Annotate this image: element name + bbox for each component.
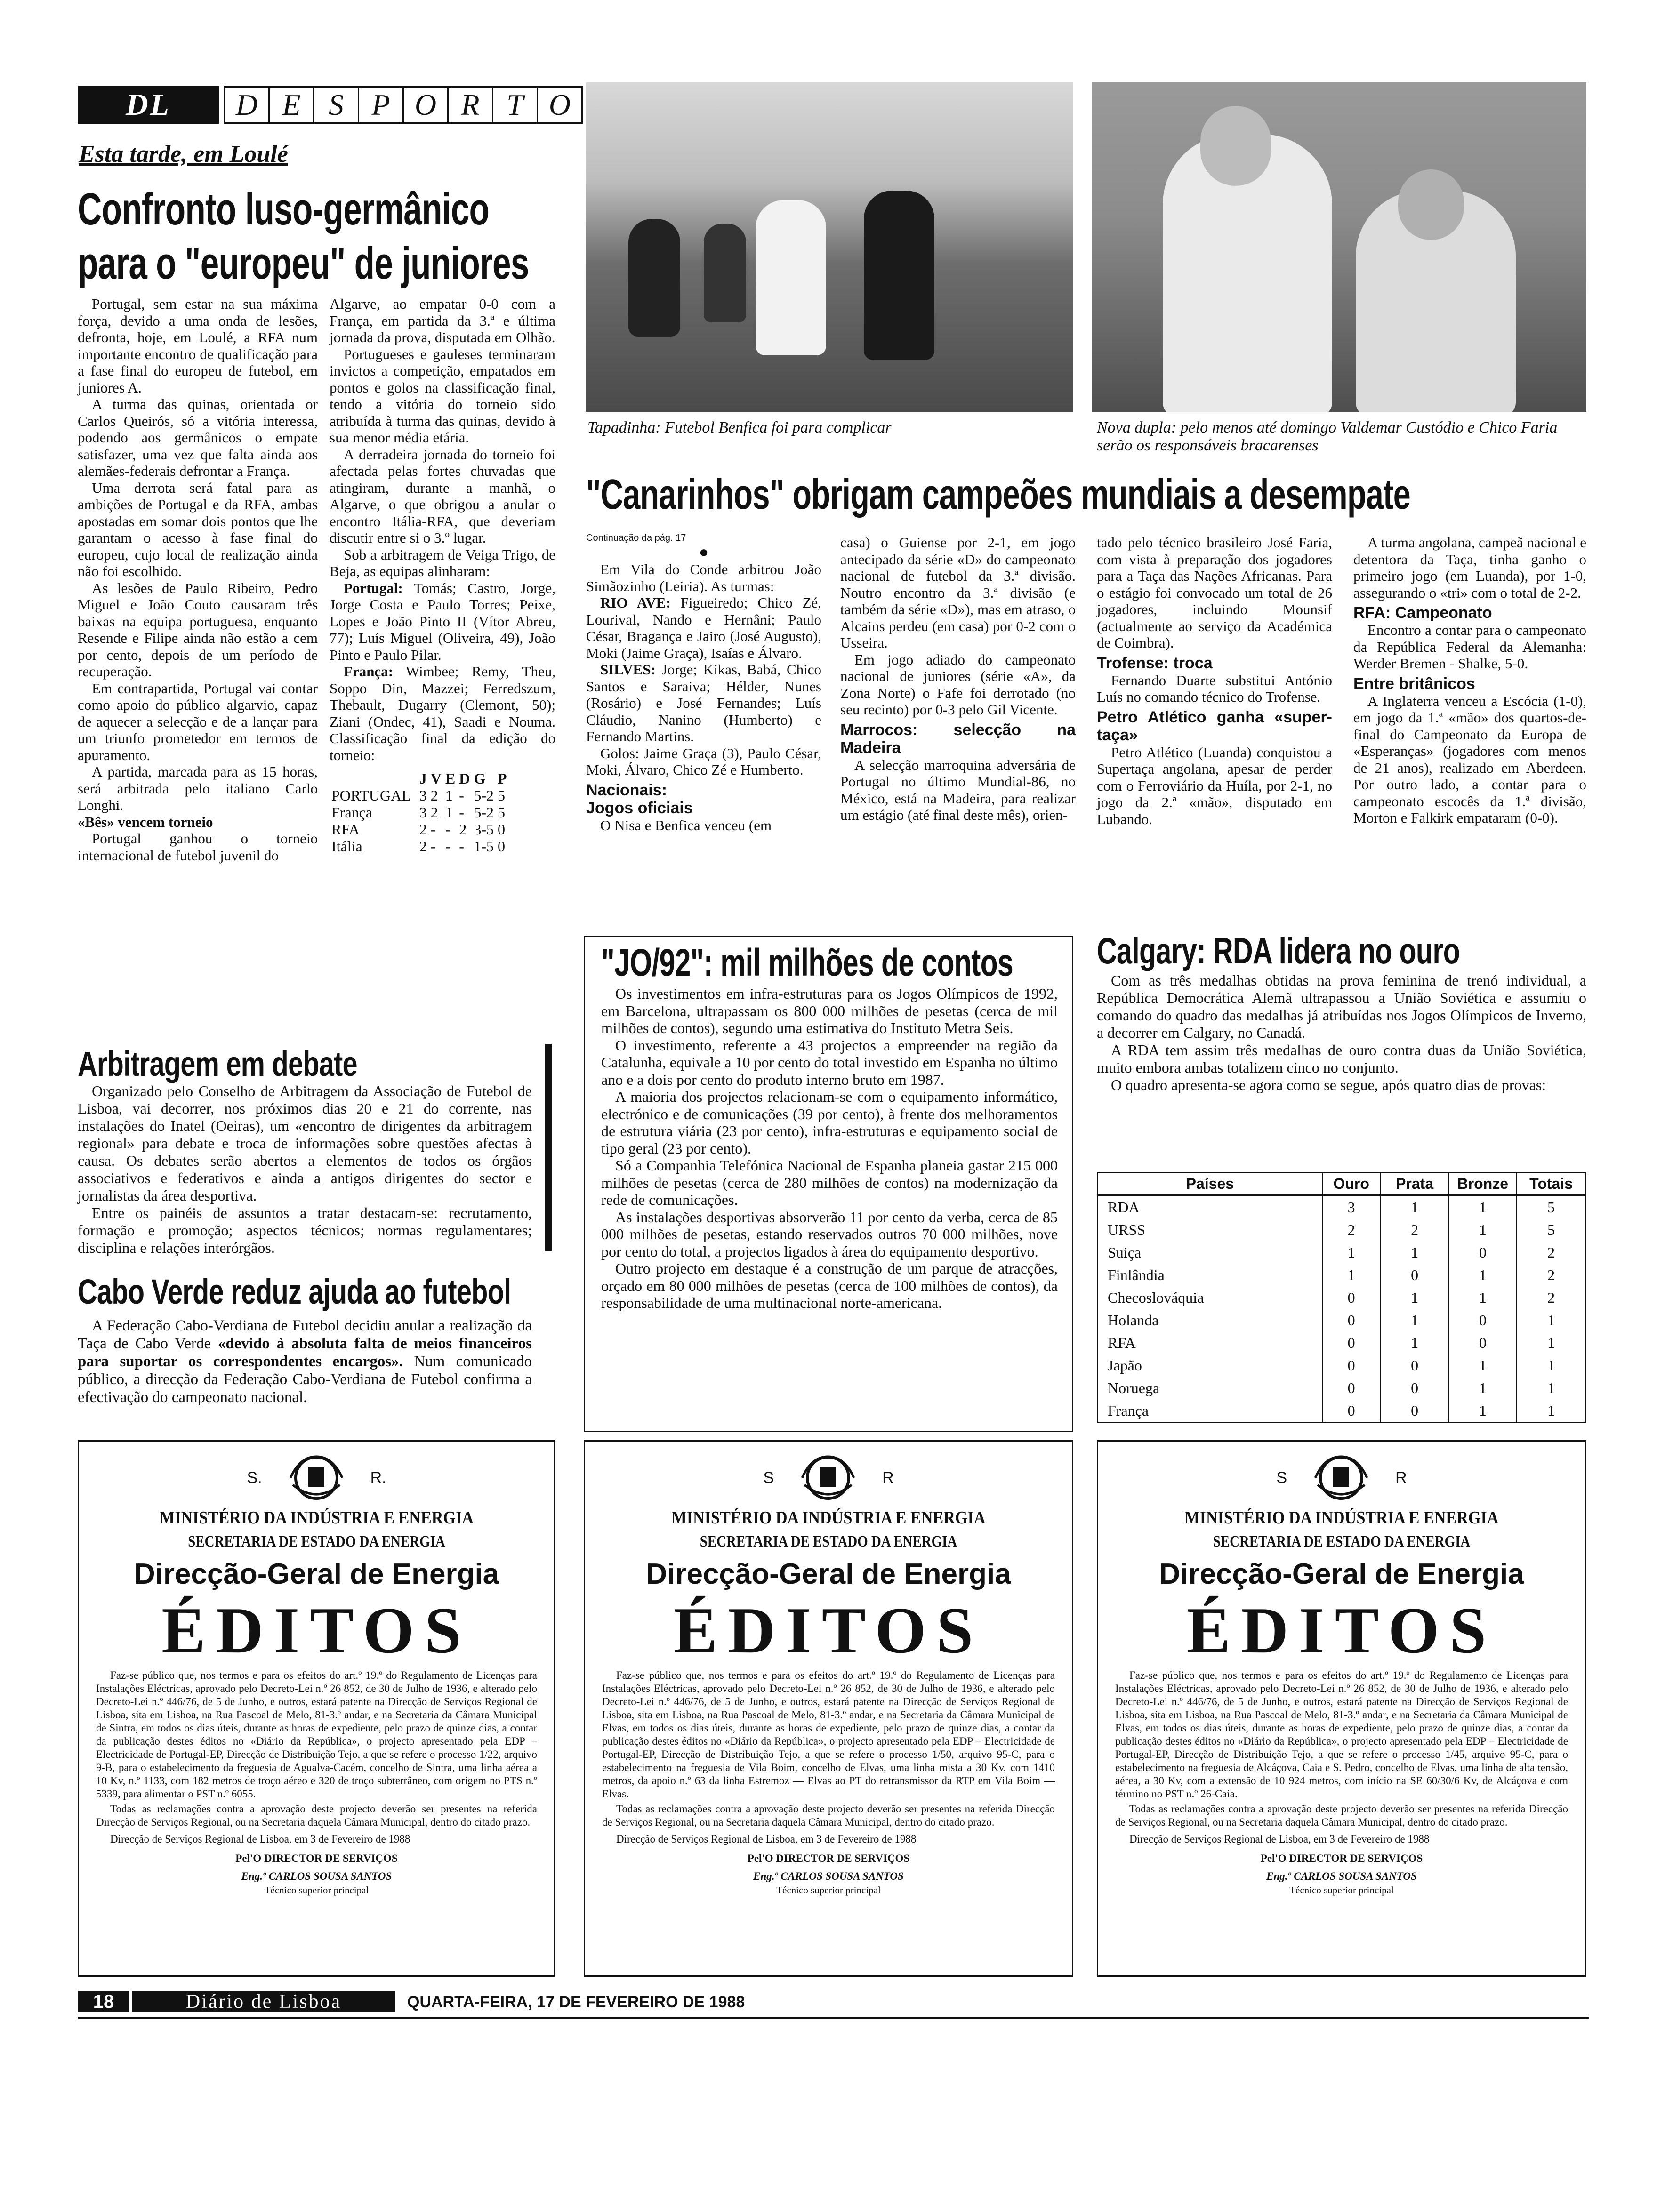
medals-row [1098, 1286, 1585, 1309]
medals-cell: 2 [1517, 1241, 1585, 1264]
paragraph: A maioria dos projectos relacionam-se com o equipamento informático, electrónico e de comunicações (39 por cento), à frente dos melhoramentos de estrutura viária (23 por cento), infra-estruturas e equipamento social de tipo geral (23 por cento). [601, 1088, 1058, 1157]
medals-cell: 0 [1322, 1309, 1381, 1331]
standings-row [330, 838, 509, 855]
directorate-name: Direcção-Geral de Energia [134, 1558, 499, 1590]
signatory-title: Técnico superior principal [1289, 1884, 1394, 1896]
coat-of-arms-row [79, 1452, 554, 1504]
subhead: RFA: Campeonato [1353, 604, 1492, 622]
medals-cell: 1 [1517, 1331, 1585, 1354]
secretaria-name: SECRETARIA DE ESTADO DA ENERGIA [188, 1533, 445, 1550]
standings-row [330, 821, 509, 838]
sr-r: R. [370, 1468, 386, 1487]
standings-col: J [419, 770, 427, 787]
standings-cell: 0 [497, 821, 505, 838]
medals-cell: 1 [1517, 1309, 1585, 1331]
medals-cell: 0 [1381, 1264, 1449, 1286]
quote: «devido à absoluta falta de meios financeiros para suportar os correspondentes encargos». [78, 1335, 532, 1370]
caboverde-headline: Cabo Verde reduz ajuda ao futebol [78, 1272, 511, 1311]
jo92-body [601, 985, 1058, 1312]
medals-cell: Japão [1108, 1356, 1142, 1374]
lead-column-2 [330, 296, 555, 855]
paragraph: A partida, marcada para as 15 horas, será arbitrada pelo italiano Carlo Longhi. [78, 763, 318, 813]
section-letter: E [268, 86, 314, 124]
standings-header [330, 770, 509, 787]
standings-table [330, 770, 509, 855]
paragraph: O quadro apresenta-se agora como se segue, após quatro dias de provas: [1111, 1076, 1546, 1093]
photo-figure [628, 219, 680, 337]
paragraph: A derradeira jornada do torneio foi afectada pelas fortes chuvadas que atingiram, durante a manhã, o Algarve, o que obrigou a anular o encontro Itália-RFA, que deveriam discutir entre si o 3.º lugar. [330, 446, 555, 546]
sr-r: R [882, 1468, 894, 1487]
photo-figure [1398, 169, 1464, 240]
medals-cell: 3 [1322, 1195, 1381, 1219]
paragraph: A turma das quinas, orientada or Carlos Queirós, só a vitória interessa, podendo aos germânicos o empate satisfazer, uma vez que falta ainda aos alemães-federais defrontar a França. [78, 396, 318, 479]
notice-date: Direcção de Serviços Regional de Lisboa, em 3 de Fevereiro de 1988 [110, 1833, 410, 1845]
text: A Federação Cabo-Verdiana de Futebol decidiu anular a realização da Taça de Cabo Verde [78, 1317, 532, 1352]
medals-header [1098, 1173, 1585, 1195]
arbitragem-headline: Arbitragem em debate [78, 1044, 357, 1083]
section-letter: T [492, 86, 538, 124]
footer-rule [78, 2017, 1589, 2019]
subhead: Marrocos: selecção na Madeira [840, 721, 1076, 757]
subhead: Nacionais: [586, 781, 667, 799]
sr-s: S [763, 1468, 774, 1487]
paragraph: Encontro a contar para o campeonato da República Federal da Alemanha: Werder Bremen - Shalke, 5-0. [1353, 622, 1586, 672]
jo92-box [584, 936, 1073, 1432]
paragraph: Fernando Duarte substitui António Luís no comando técnico do Trofense. [1097, 672, 1332, 705]
medals-row [1098, 1195, 1585, 1219]
paragraph: Portugueses e gauleses terminaram invictos a competição, empatados em pontos e golos na classificação final, tendo a vitória do torneio sido atribuída à turma das quinas, devido à sua menor média etária. [330, 345, 555, 446]
standings-cell: 1-5 [474, 838, 494, 855]
medals-row [1098, 1399, 1585, 1422]
photo-caption: Nova dupla: pelo menos até domingo Valdemar Custódio e Chico Faria serão os responsáveis bracarenses [1097, 419, 1558, 454]
lead-headline-1: Confronto luso-germânico [78, 184, 490, 234]
arbitragem-body [78, 1082, 532, 1257]
medals-col: Totais [1517, 1173, 1585, 1195]
canarinhos-headline: "Canarinhos" obrigam campeões mundiais a desempate [586, 471, 1410, 518]
sr-s: S. [247, 1468, 262, 1487]
paragraph: Em Vila do Conde arbitrou João Simãozinho (Leiria). As turmas: [586, 561, 821, 594]
medals-cell: 0 [1448, 1241, 1517, 1264]
standings-col: G [474, 770, 486, 787]
canarinhos-column-2 [840, 534, 1076, 824]
section-logo: DL [78, 86, 219, 124]
editos-body [1098, 1669, 1585, 1846]
continuation-note: Continuação da pág. 17 [586, 533, 686, 543]
medals-col: Países [1098, 1173, 1322, 1195]
photo-figure [756, 200, 826, 355]
paragraph: Faz-se público que, nos termos e para os efeitos do art.º 19.º do Regulamento de Licenças para Instalações Eléctricas, aprovado pelo Decreto-Lei n.º 26 852, de 30 de Julho de 1936, e alterado pelo Decreto-Lei n.º 446/76, de 5 de Junho, e outros, estará patente na Direcção de Serviços Regional de Lisboa, sita em Lisboa, na Rua Pascoal de Melo, 81-3.º andar, e na Secretaria da Câmara Municipal de Elvas, em todos os dias úteis, durante as horas de expediente, pelo prazo de quinze dias, a contar da publicação destes éditos no «Diário da República», o projecto apresentado pela EDP – Electricidade de Portugal-EP, Direcção de Distribuição Tejo, a que se refere o processo 1/45, arquivo 95-C, para o estabelecimento na freguesia de Alcáçova, Caia e S. Pedro, concelho de Elvas, uma linha de alta tensão, aérea, a 30 Kv, com a extensão de 10 924 metros, com início na SE 60/30/6 Kv, de Alcáçova e com término no PST n.º 26-Caia. [1115, 1669, 1568, 1800]
standings-cell: 2 [430, 787, 438, 804]
lead-column-1 [78, 296, 318, 864]
medals-cell: 2 [1381, 1218, 1449, 1241]
section-letter: S [313, 86, 359, 124]
footer [78, 1991, 1589, 2012]
medals-cell: 1 [1381, 1195, 1449, 1219]
paragraph: Portugal ganhou o torneio internacional de futebol juvenil do [78, 830, 318, 864]
canarinhos-column-1 [586, 532, 821, 834]
standings-cell: 5 [497, 804, 505, 821]
paragraph: Só a Companhia Telefónica Nacional de Espanha planeia gastar 215 000 milhões de pesetas (cerca de 280 milhões de contos) na modernização da rede de comunicações. [601, 1157, 1058, 1208]
medals-cell: 0 [1448, 1331, 1517, 1354]
medals-cell: 1 [1381, 1309, 1449, 1331]
medals-cell: 0 [1322, 1354, 1381, 1377]
medals-table-box [1097, 1172, 1586, 1423]
editos-body [585, 1669, 1072, 1846]
medals-row [1098, 1331, 1585, 1354]
medals-cell: 0 [1322, 1286, 1381, 1309]
medals-cell: França [1108, 1402, 1149, 1419]
standings-row [330, 804, 509, 821]
standings-cell: 2 [419, 838, 427, 855]
editos-notice [584, 1440, 1073, 1977]
secretaria-name: SECRETARIA DE ESTADO DA ENERGIA [1213, 1533, 1471, 1550]
paragraph: Petro Atlético (Luanda) conquistou a Supertaça angolana, apesar de perder com o Ferroviário da Huíla, por 2-1, no jogo da 2.ª «mão», disputado em Lubando. [1097, 744, 1332, 827]
standings-cell: - [430, 821, 436, 838]
medals-cell: 0 [1381, 1399, 1449, 1422]
lead-kicker: Esta tarde, em Loulé [79, 141, 288, 168]
signatory-name: Eng.º CARLOS SOUSA SANTOS [753, 1870, 904, 1882]
standings-col: V [430, 770, 442, 787]
subhead: «Bês» vencem torneio [78, 813, 213, 830]
standings-cell: - [445, 821, 450, 838]
paragraph: As instalações desportivas absorverão 11 por cento da verba, cerca de 85 000 milhões de pesetas, estando reservados outros 70 000 milhões, nove por cento do total, a projectos ligados à área do equipamento desportivo. [601, 1208, 1058, 1260]
paragraph: Faz-se público que, nos termos e para os efeitos do art.º 19.º do Regulamento de Licenças para Instalações Eléctricas, aprovado pelo Decreto-Lei n.º 26 852, de 30 de Julho de 1936, e alterado pelo Decreto-Lei n.º 446/76, de 5 de Junho, e outros, estará patente na Direcção de Serviços Regional de Lisboa, sita em Lisboa, na Rua Pascoal de Melo, 81-3.º andar, e na Secretaria da Câmara Municipal de Elvas, em todos os dias úteis, durante as horas de expediente, pelo prazo de quinze dias, a contar da publicação destes éditos no «Diário da República», o projecto apresentado pela EDP – Electricidade de Portugal-EP, Direcção de Distribuição Tejo, a que se refere o processo 1/50, arquivo 95-C, para o estabelecimento na freguesia de Vila Boim, concelho de Elvas, uma linha mista a 30 Kv, com 1410 metros, da apoio n.º 63 da linha Estremoz — Elvas ao PT do retransmissor da RTP em Vila Boim — Elvas. [602, 1669, 1055, 1800]
standings-cell: RFA [331, 821, 360, 838]
medals-row [1098, 1241, 1585, 1264]
notice-date: Direcção de Serviços Regional de Lisboa, em 3 de Fevereiro de 1988 [616, 1833, 917, 1845]
coat-of-arms-row [1098, 1452, 1585, 1504]
issue-date: QUARTA-FEIRA, 17 DE FEVEREIRO DE 1988 [407, 1993, 745, 2011]
medals-row [1098, 1309, 1585, 1331]
page-number: 18 [78, 1991, 129, 2012]
photo-figure [864, 191, 934, 360]
paragraph: tado pelo técnico brasileiro José Faria, com vista à preparação dos jogadores para a Taça das Nações Africanas. Para o estágio foi convocado um total de 26 jogadores, incluindo Mounsif (actualmente ao serviço da Académica de Coimbra). [1097, 534, 1332, 651]
section-letter: O [537, 86, 583, 124]
medals-cell: 0 [1322, 1399, 1381, 1422]
paragraph: casa) o Guiense por 2-1, em jogo antecipado da série «D» do campeonato nacional de futebol da 3.ª divisão. Noutro encontro da 3.ª divisão (e também da série «D»), mas em atraso, o Alcains perdeu (em casa) por 0-2 com o Usseira. [840, 534, 1076, 651]
coat-of-arms-row [585, 1452, 1072, 1504]
editos-notice [1097, 1440, 1586, 1977]
standings-cell: França [331, 804, 373, 821]
paragraph: Faz-se público que, nos termos e para os efeitos do art.º 19.º do Regulamento de Licenças para Instalações Eléctricas, aprovado pelo Decreto-Lei n.º 26 852, de 30 de Julho de 1936, e alterado pelo Decreto-Lei n.º 446/76, de 5 de Junho, e outros, estará patente na Direcção de Serviços Regional de Lisboa, sita em Lisboa, na Rua Pascoal de Melo, 81-3.º andar, e na Secretaria da Câmara Municipal de Sintra, em todos os dias úteis, durante as horas de expediente, pelo prazo de quinze dias, a contar da publicação destes éditos no «Diário da República», o projecto apresentado pela EDP – Electricidade de Portugal-EP, Direcção de Distribuição Tejo, a que se refere o processo 1/22, arquivo 9-B, para o estabelecimento da freguesia de Agualva-Cacém, concelho de Sintra, uma linha aérea a 10 Kv, n.º 1133, com 182 metros de troço aéreo e 320 de troço subterrâneo, com origem no PTS n.º 5339, para alimentar o PST n.º 6055. [96, 1669, 537, 1800]
paragraph: As lesões de Paulo Ribeiro, Pedro Miguel e João Couto causaram três baixas na equipa portuguesa, enquanto Resende e Filipe ainda não estão a cem por cento, depois de um período de recuperação. [78, 579, 318, 680]
paragraph: Com as três medalhas obtidas na prova feminina de trenó individual, a República Democrática Alemã ultrapassou a União Soviética e assumiu o comando do quadro das medalhas já atribuídas nos Jogos Olímpicos de Inverno, a decorrer em Calgary, no Canadá. [1097, 972, 1586, 1041]
medals-cell: 2 [1322, 1218, 1381, 1241]
calgary-body [1097, 972, 1586, 1094]
subhead: Petro Atlético ganha «super-taça» [1097, 708, 1332, 744]
sr-r: R [1395, 1468, 1407, 1487]
editos-notice [78, 1440, 555, 1977]
lineup-rioave [586, 594, 821, 661]
lineup-franca [330, 663, 555, 763]
paragraph: Entre os painéis de assuntos a tratar destacam-se: recrutamento, formação e promoção; aspectos técnicos; normas regulamentares; disciplina e relações interórgãos. [78, 1204, 532, 1256]
medals-cell: 0 [1322, 1331, 1381, 1354]
medals-cell: Noruega [1108, 1379, 1160, 1396]
photo-bracarenses [1092, 82, 1586, 412]
ministry-name: MINISTÉRIO DA INDÚSTRIA E ENERGIA [671, 1508, 986, 1528]
medals-cell: 1 [1448, 1354, 1517, 1377]
medals-cell: 1 [1448, 1377, 1517, 1399]
paragraph: Todas as reclamações contra a aprovação deste projecto deverão ser presentes na referida Direcção de Serviços Regional, ou na Secretaria daquela Câmara Municipal, dentro do citado prazo. [96, 1803, 537, 1828]
paragraph: Organizado pelo Conselho de Arbitragem da Associação de Futebol de Lisboa, vai decorrer, nos próximos dias 20 e 21 do corrente, nas instalações do Inatel (Oeiras), um «encontro de dirigentes da arbitragem regional» para debate e troca de informações sobre questões afectas à causa. Os debates serão abertos a elementos de todos os órgãos associativos e federativos e ainda a antigos dirigentes do sector e jornalistas da área desportiva. [78, 1082, 532, 1204]
section-letter: D [224, 86, 270, 124]
signoff: Pel'O DIRECTOR DE SERVIÇOS [235, 1852, 398, 1864]
medals-cell: URSS [1108, 1221, 1146, 1238]
standings-cell: 3-5 [474, 821, 494, 838]
standings-cell: 2 [459, 821, 467, 838]
standings-col: D [459, 770, 470, 787]
paragraph: Uma derrota será fatal para as ambições de Portugal e da RFA, ambas apostadas em somar dois pontos que lhe garantam o acesso à fase final do europeu, cujo local de realização ainda não foi escolhido. [78, 479, 318, 579]
calgary-headline: Calgary: RDA lidera no ouro [1097, 930, 1460, 971]
paragraph: Outro projecto em destaque é a construção de um parque de atracções, orçado em 80 000 milhões de pesetas (cerca de 100 milhões de contos), da responsabilidade de uma multinacional norte-americana. [601, 1260, 1058, 1311]
medals-row [1098, 1264, 1585, 1286]
medals-cell: RFA [1108, 1334, 1136, 1351]
lineup-text: Jorge; Kikas, Babá, Chico Santos e Saraiva; Hélder, Nunes (Rosário) e José Fernandes; Luís Cláudio, Nanino (Humberto) e Fernando Martins. [586, 661, 821, 745]
signatory-title: Técnico superior principal [264, 1884, 369, 1896]
editos-title: ÉDITOS [673, 1594, 984, 1667]
lineup-portugal [330, 580, 555, 664]
lineup-text: Wimbee; Remy, Theu, Soppo Din, Mazzei; Ferredszum, Thebault, Dugarry (Clemont, 50); Ziani (Ondec, 41), Saadi e Nouma. Classificação final da edição do torneio: [330, 663, 555, 763]
ministry-name: MINISTÉRIO DA INDÚSTRIA E ENERGIA [159, 1508, 474, 1528]
paragraph: Algarve, ao empatar 0-0 com a França, em partida da 3.ª e última jornada da prova, disputada em Olhão. [330, 296, 555, 345]
standings-cell: 3 [419, 787, 427, 804]
paragraph: Em contrapartida, Portugal vai contar como apoio do público algarvio, capaz de aquecer a selecção e de a lançar para um triunfo prometedor em termos de apuramento. [78, 680, 318, 763]
medals-cell: 1 [1517, 1399, 1585, 1422]
medals-cell: 1 [1448, 1264, 1517, 1286]
canarinhos-column-3 [1097, 534, 1332, 827]
medals-cell: 1 [1448, 1286, 1517, 1309]
signatory-name: Eng.º CARLOS SOUSA SANTOS [241, 1870, 392, 1882]
medals-table [1098, 1173, 1585, 1422]
lineup-silves [586, 661, 821, 745]
medals-cell: 0 [1448, 1309, 1517, 1331]
lineup-text: Tomás; Castro, Jorge, Jorge Costa e Paulo Torres; Peixe, Lopes e João Pinto II (Vítor Abreu, 77); Luís Miguel (Oliveira, 49), João Pinto e Paulo Pilar. [330, 579, 555, 663]
standings-cell: - [459, 804, 464, 821]
medals-cell: 1 [1448, 1195, 1517, 1219]
paragraph: A RDA tem assim três medalhas de ouro contra duas da União Soviética, muito embora ambas totalizem cinco no conjunto. [1097, 1042, 1586, 1076]
medals-row [1098, 1354, 1585, 1377]
standings-cell: 5-2 [474, 804, 494, 821]
sr-s: S [1276, 1468, 1287, 1487]
standings-cell: 5-2 [474, 787, 494, 804]
standings-cell: Itália [331, 838, 362, 855]
lineup-label: Portugal: [344, 579, 403, 596]
medals-cell: 1 [1448, 1399, 1517, 1422]
standings-cell: - [459, 787, 464, 804]
paragraph: Portugal, sem estar na sua máxima força, devido a uma onda de lesões, defronta, hoje, em Loulé, a RFA num importante encontro de qualificação para a fase final do europeu de futebol, em juniores A. [78, 296, 318, 396]
standings-cell: 2 [430, 804, 438, 821]
paragraph: O investimento, referente a 43 projectos a empreender na região da Catalunha, equivale a 10 por cento do total investido em Espanha no último ano e a dois por cento do produto interno bruto em 1987. [601, 1036, 1058, 1088]
paragraph: Todas as reclamações contra a aprovação deste projecto deverão ser presentes na referida Direcção de Serviços Regional, ou na Secretaria daquela Câmara Municipal, dentro do citado prazo. [1115, 1803, 1568, 1828]
text: Num comunicado público, a direcção da Federação Cabo-Verdiana de Futebol confirma a efectivação do campeonato nacional. [78, 1353, 532, 1406]
subhead: Jogos oficiais [586, 799, 693, 817]
lineup-text: Figueiredo; Chico Zé, Lourival, Nando e Hernâni; Paulo César, Bragança e Jairo (José Augusto), Moki (Jaime Graça), Isaías e Álvaro. [586, 594, 821, 661]
medals-cell: 1 [1448, 1218, 1517, 1241]
standings-cell: 5 [497, 787, 505, 804]
standings-cell: 0 [497, 838, 505, 855]
section-header [78, 86, 571, 124]
medals-row [1098, 1377, 1585, 1399]
section-letters [224, 86, 581, 124]
lead-headline-2: para o "europeu" de juniores [78, 238, 529, 289]
caboverde-body [78, 1317, 532, 1406]
section-letter: P [358, 86, 404, 124]
coat-of-arms-icon [1306, 1452, 1376, 1504]
medals-cell: 1 [1322, 1241, 1381, 1264]
standings-cell: 2 [419, 821, 427, 838]
lineup-label: RIO AVE: [600, 594, 671, 611]
standings-cell: 1 [445, 787, 453, 804]
medals-col: Ouro [1322, 1173, 1381, 1195]
secretaria-name: SECRETARIA DE ESTADO DA ENERGIA [700, 1533, 957, 1550]
jo92-headline: "JO/92": mil milhões de contos [601, 941, 1013, 984]
standings-cell: - [430, 838, 436, 855]
medals-cell: Holanda [1108, 1311, 1159, 1329]
paragraph: A Inglaterra venceu a Escócia (1-0), em jogo da 1.ª «mão» dos quartos-de-final do Campeonato da Europa de «Esperanças» (jogadores com menos de 21 anos), realizado em Aberdeen. Por outro lado, a contar para o campeonato escocês da 1.ª divisão, Morton e Falkirk empataram (0-0). [1353, 692, 1586, 826]
photo-figure [704, 224, 746, 322]
standings-cell: 3 [419, 804, 427, 821]
lineup-label: França: [344, 663, 394, 680]
directorate-name: Direcção-Geral de Energia [646, 1558, 1011, 1590]
paragraph [78, 1317, 532, 1406]
masthead: Diário de Lisboa [132, 1991, 395, 2012]
medals-cell: 2 [1517, 1264, 1585, 1286]
paragraph: Em jogo adiado do campeonato nacional de juniores (série «A», da Zona Norte) o Fafe foi derrotado (no seu recinto) por 0-3 pelo Gil Vicente. [840, 651, 1076, 718]
signatory-name: Eng.º CARLOS SOUSA SANTOS [1266, 1870, 1417, 1882]
notice-date: Direcção de Serviços Regional de Lisboa, em 3 de Fevereiro de 1988 [1129, 1833, 1430, 1845]
standings-cell: - [445, 838, 450, 855]
canarinhos-column-4 [1353, 534, 1586, 826]
signoff: Pel'O DIRECTOR DE SERVIÇOS [747, 1852, 910, 1864]
medals-cell: Suiça [1108, 1243, 1142, 1261]
bullet: ● [699, 544, 709, 561]
paragraph: Golos: Jaime Graça (3), Paulo César, Moki, Álvaro, Chico Zé e Humberto. [586, 745, 821, 778]
editos-body [79, 1669, 554, 1846]
standings-row [330, 787, 509, 804]
signatory-title: Técnico superior principal [776, 1884, 881, 1896]
section-letter: R [447, 86, 493, 124]
paragraph: Sob a arbitragem de Veiga Trigo, de Beja, as equipas alinharam: [330, 546, 555, 579]
section-letter: O [402, 86, 449, 124]
lineup-label: SILVES: [600, 661, 656, 678]
medals-cell: 1 [1517, 1377, 1585, 1399]
medals-cell: 2 [1517, 1286, 1585, 1309]
medals-cell: 5 [1517, 1195, 1585, 1219]
medals-row [1098, 1218, 1585, 1241]
medals-col: Bronze [1448, 1173, 1517, 1195]
medals-cell: RDA [1108, 1198, 1140, 1216]
standings-cell: 1 [445, 804, 453, 821]
subhead: Entre britânicos [1353, 674, 1475, 693]
medals-cell: 1 [1381, 1331, 1449, 1354]
medals-cell: 0 [1381, 1377, 1449, 1399]
paragraph: O Nisa e Benfica venceu (em [600, 817, 772, 834]
paragraph: Todas as reclamações contra a aprovação deste projecto deverão ser presentes na referida Direcção de Serviços Regional, ou na Secretaria daquela Câmara Municipal, dentro do citado prazo. [602, 1803, 1055, 1828]
medals-cell: Checoslováquia [1108, 1289, 1204, 1306]
paragraph: A turma angolana, campeã nacional e detentora da Taça, tinha ganho o primeiro jogo (em Luanda), por 1-0, assegurando o «tri» com o total de 2-2. [1353, 534, 1586, 601]
medals-cell: 5 [1517, 1218, 1585, 1241]
standings-col: P [497, 770, 507, 787]
medals-cell: 1 [1322, 1264, 1381, 1286]
standings-cell: - [459, 838, 464, 855]
standings-cell: PORTUGAL [331, 787, 411, 804]
editos-title: ÉDITOS [161, 1594, 472, 1667]
medals-cell: 1 [1517, 1354, 1585, 1377]
directorate-name: Direcção-Geral de Energia [1159, 1558, 1524, 1590]
photo-figure [1200, 106, 1271, 186]
medals-cell: Finlândia [1108, 1266, 1165, 1283]
photo-tapadinha [586, 82, 1073, 412]
medals-cell: 0 [1381, 1354, 1449, 1377]
medals-cell: 0 [1322, 1377, 1381, 1399]
photo-caption: Tapadinha: Futebol Benfica foi para complicar [587, 419, 892, 436]
medals-cell: 1 [1381, 1241, 1449, 1264]
standings-col: E [445, 770, 456, 787]
medals-cell: 1 [1381, 1286, 1449, 1309]
subhead: Trofense: troca [1097, 654, 1213, 672]
editos-title: ÉDITOS [1186, 1594, 1497, 1667]
coat-of-arms-icon [281, 1452, 352, 1504]
arbitragem-rule [545, 1044, 552, 1251]
paragraph: Os investimentos em infra-estruturas para os Jogos Olímpicos de 1992, em Barcelona, ultrapassam os 800 000 milhões de pesetas (cerca de mil milhões de contos), segundo uma estimativa do Instituto Metra Seis. [601, 985, 1058, 1036]
paragraph: A selecção marroquina adversária de Portugal no último Mundial-86, no México, está na Madeira, para realizar um estágio (até final deste mês), orien- [840, 756, 1076, 823]
coat-of-arms-icon [793, 1452, 863, 1504]
signoff: Pel'O DIRECTOR DE SERVIÇOS [1260, 1852, 1423, 1864]
ministry-name: MINISTÉRIO DA INDÚSTRIA E ENERGIA [1184, 1508, 1499, 1528]
medals-col: Prata [1381, 1173, 1449, 1195]
